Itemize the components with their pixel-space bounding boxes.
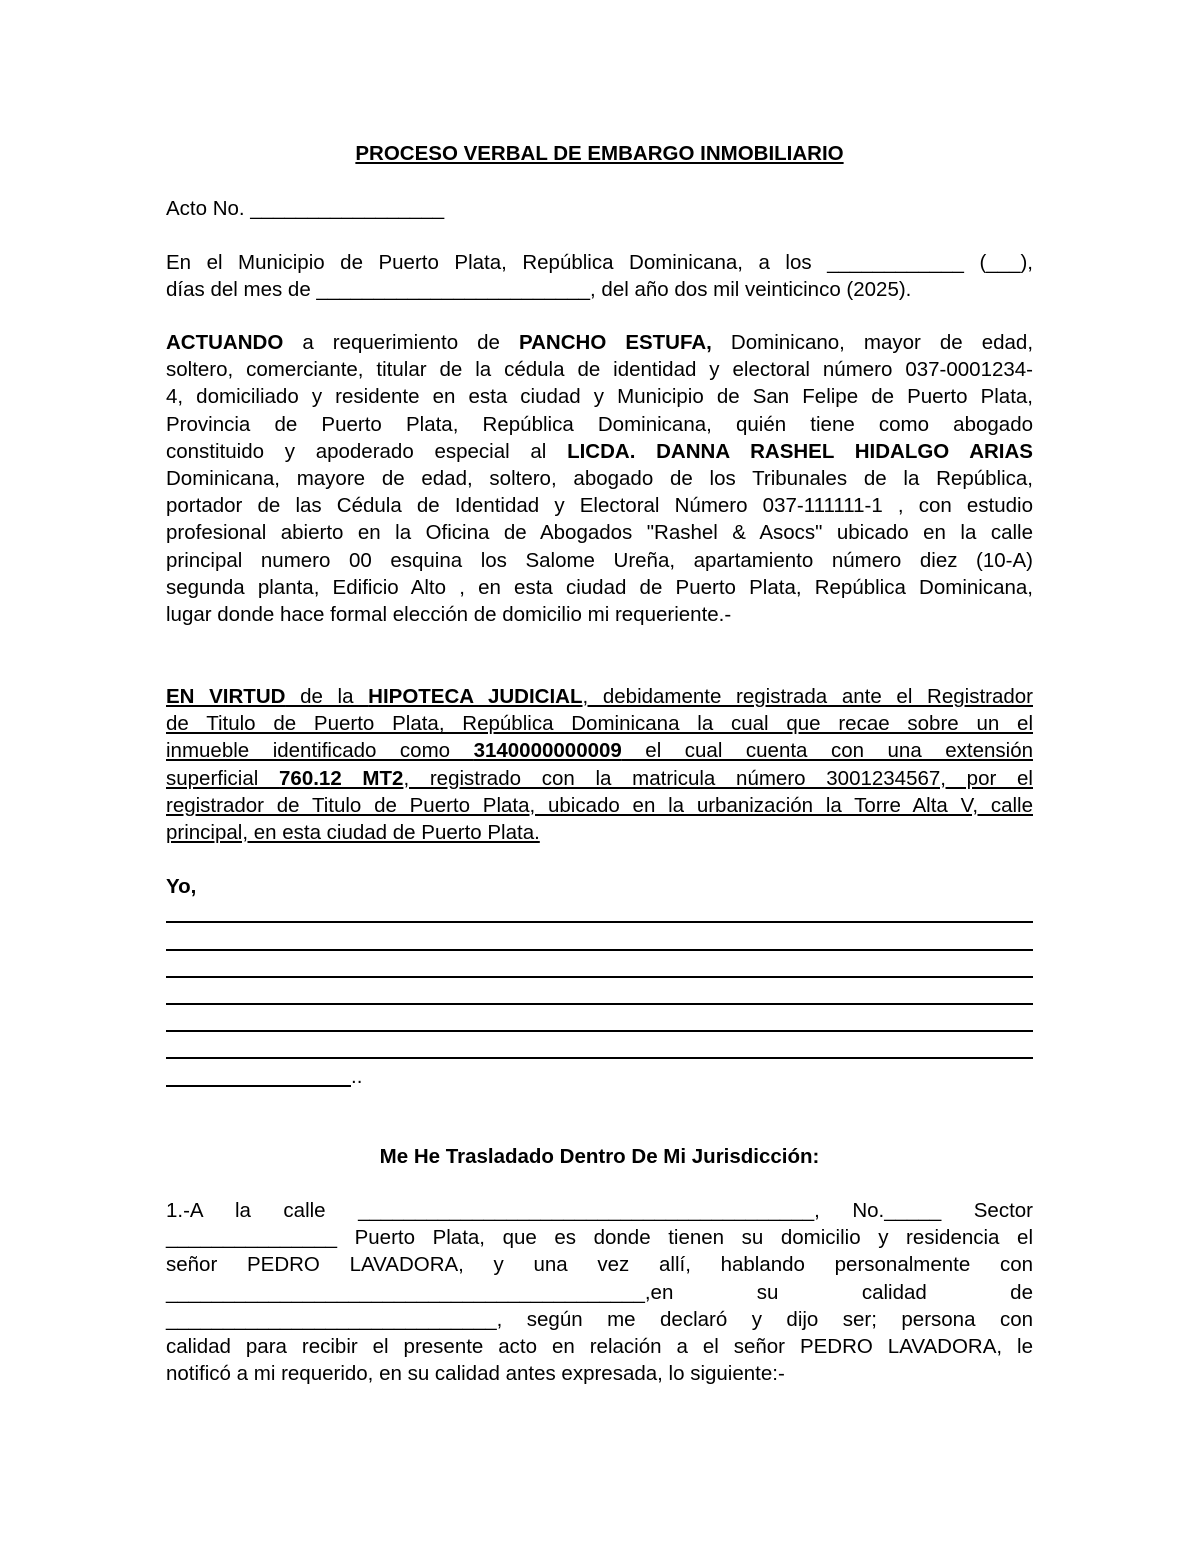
lawyer-name: LICDA. DANNA RASHEL HIDALGO ARIAS	[567, 439, 1033, 463]
yo-blank-line-7	[166, 1063, 1033, 1090]
actuando-line-2: soltero, comerciante, titular de la cédula de identidad y electoral número 037-0001234-	[166, 358, 1033, 382]
acto-number	[166, 195, 1033, 222]
traslado-line-7: notificó a mi requerido, en su calidad antes expresada, lo siguiente:-	[166, 1362, 785, 1386]
virtud-text-2: , debidamente registrada ante el Registrador	[582, 685, 1033, 708]
yo-label	[166, 873, 1033, 900]
actuando-lead-text: a requerimiento de	[283, 331, 519, 354]
traslado-line-6: calidad para recibir el presente acto en relación a el señor PEDRO LAVADORA, le	[166, 1335, 1033, 1359]
superficie-post: , registrado con la matricula número 3001234567, por el	[403, 766, 1033, 790]
actuando-paragraph	[166, 329, 1033, 628]
virtud-line-6: principal, en esta ciudad de Puerto Plata.	[166, 821, 540, 845]
traslado-line-5: _____________________________, según me declaró y dijo ser; persona con	[166, 1307, 1033, 1331]
yo-text: Yo,	[166, 875, 197, 898]
yo-section	[166, 873, 1033, 1091]
yo-blank-line-1[interactable]	[166, 900, 1033, 927]
superficie-value: 760.12 MT2	[279, 766, 404, 790]
actuando-line-6: Dominicana, mayore de edad, soltero, abogado de los Tribunales de la República,	[166, 467, 1033, 491]
superficie-pre: superficial	[166, 766, 280, 790]
acto-line: Acto No. _________________	[166, 197, 445, 220]
municipio-line-2: días del mes de ________________________, del año dos mil veinticinco (2025).	[166, 278, 912, 302]
municipio-paragraph	[166, 249, 1033, 303]
traslado-line-2: _______________ Puerto Plata, que es donde tienen su domicilio y residencia el	[166, 1226, 1033, 1250]
virtud-text-1: de la	[285, 685, 369, 708]
actuando-line-1	[166, 329, 1033, 356]
virtud-line-2: de Titulo de Puerto Plata, República Dominicana la cual que recae sobre un el	[166, 712, 1033, 736]
yo-end-dots: ..	[351, 1065, 363, 1089]
virtud-lead: EN VIRTUD	[166, 685, 286, 708]
virtud-line-5: registrador de Titulo de Puerto Plata, ubicado en la urbanización la Torre Alta V, calle	[166, 793, 1033, 817]
traslado-heading: Me He Trasladado Dentro De Mi Jurisdicción:	[379, 1145, 820, 1168]
yo-blank-short[interactable]	[166, 1063, 351, 1090]
virtud-line-4	[166, 765, 1033, 792]
inmueble-pre: inmueble identificado como	[166, 739, 474, 763]
yo-blank-line-3[interactable]	[166, 955, 1033, 982]
actuando-line-5	[166, 438, 1033, 465]
actuando-line-10: segunda planta, Edificio Alto , en esta ciudad de Puerto Plata, República Dominicana,	[166, 575, 1033, 599]
actuando-line-4: Provincia de Puerto Plata, República Dominicana, quién tiene como abogado	[166, 412, 1033, 436]
actuando-line-3: 4, domiciliado y residente en esta ciudad y Municipio de San Felipe de Puerto Plata,	[166, 385, 1033, 409]
municipio-line-1: En el Municipio de Puerto Plata, República Dominicana, a los ____________ (___),	[166, 251, 1033, 274]
traslado-line-1: 1.-A la calle ________________________________________, No._____ Sector	[166, 1199, 1033, 1222]
actuando-lead: ACTUANDO	[166, 331, 284, 354]
hipoteca-label: HIPOTECA JUDICIAL	[368, 685, 583, 708]
yo-blank-line-4[interactable]	[166, 982, 1033, 1009]
actuando-line-9: principal numero 00 esquina los Salome Ureña, apartamiento número diez (10-A)	[166, 548, 1033, 572]
inmueble-post: el cual cuenta con una extensión	[621, 739, 1033, 763]
document-title: PROCESO VERBAL DE EMBARGO INMOBILIARIO	[355, 142, 844, 165]
client-description: Dominicano, mayor de edad,	[711, 331, 1034, 354]
yo-blank-line-5[interactable]	[166, 1009, 1033, 1036]
traslado-paragraph	[166, 1197, 1033, 1387]
client-name: PANCHO ESTUFA,	[518, 331, 712, 354]
actuando-line-7: portador de las Cédula de Identidad y Electoral Número 037-111111-1 , con estudio	[166, 494, 1033, 518]
traslado-line-4: __________________________________________,en su calidad de	[166, 1280, 1033, 1304]
virtud-line-1	[166, 683, 1033, 710]
traslado-line-3: señor PEDRO LAVADORA, y una vez allí, hablando personalmente con	[166, 1253, 1033, 1277]
virtud-paragraph	[166, 683, 1033, 846]
lawyer-pre: constituido y apoderado especial al	[166, 439, 568, 463]
inmueble-id: 3140000000009	[473, 739, 622, 763]
yo-blank-line-2[interactable]	[166, 927, 1033, 954]
actuando-line-11: lugar donde hace formal elección de domicilio mi requeriente.-	[166, 603, 732, 627]
actuando-line-8: profesional abierto en la Oficina de Abogados "Rashel & Asocs" ubicado en la calle	[166, 521, 1033, 545]
yo-blank-line-6[interactable]	[166, 1036, 1033, 1063]
virtud-line-3	[166, 737, 1033, 764]
